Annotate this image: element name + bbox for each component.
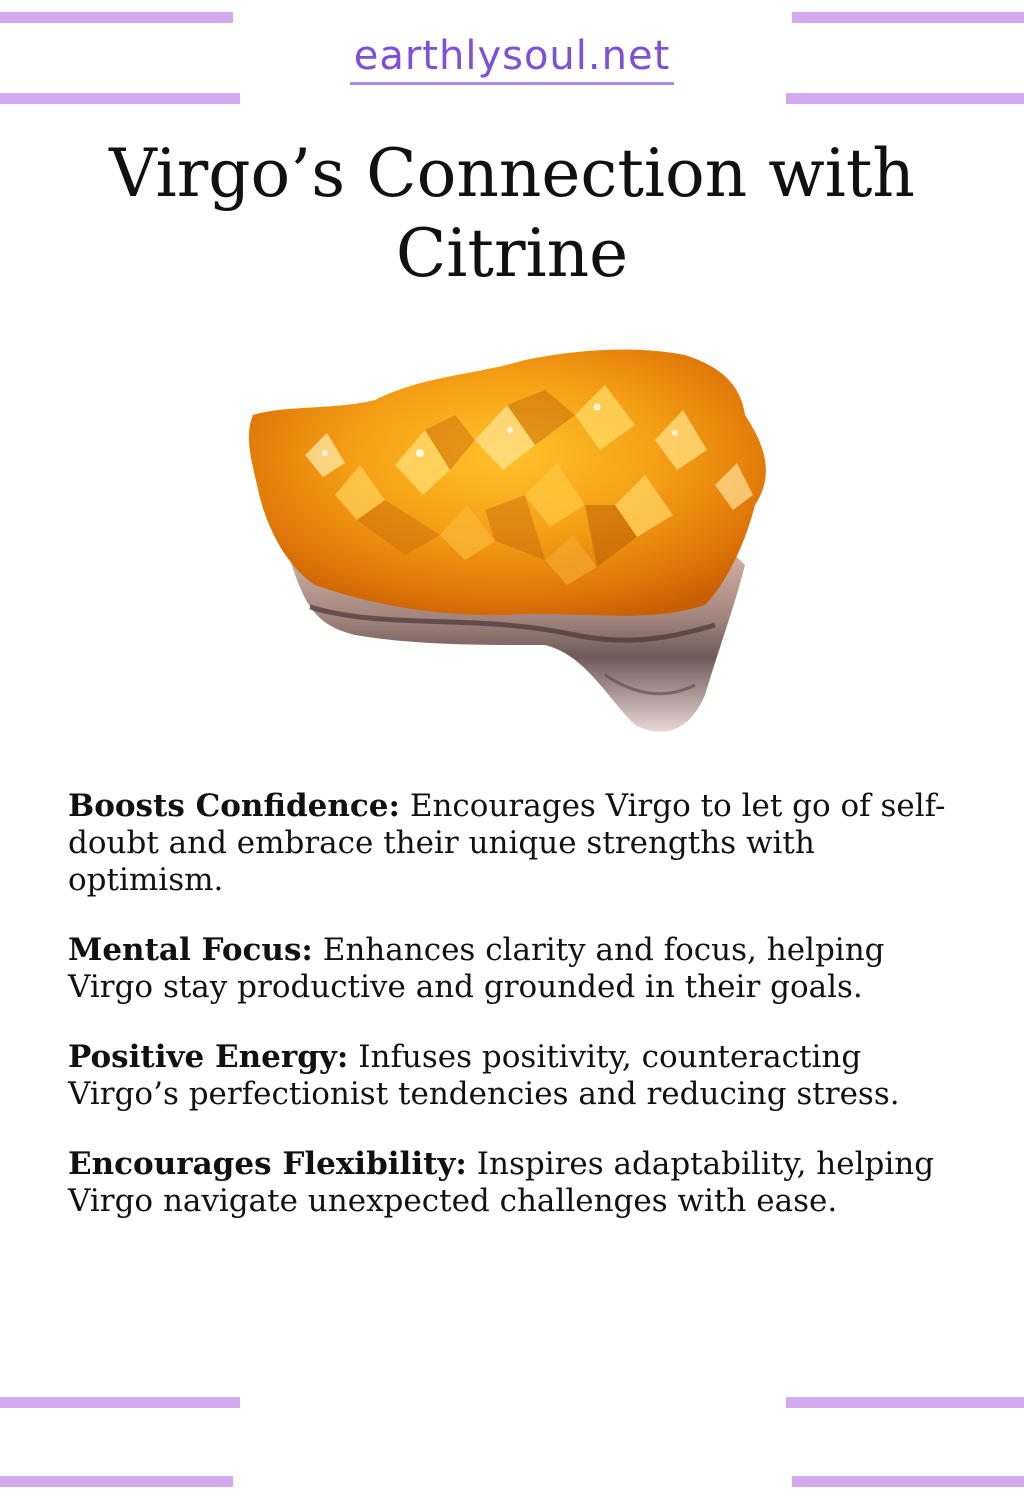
benefit-item-positive-energy <box>68 1039 968 1113</box>
top-left-bar-1 <box>0 12 233 23</box>
top-right-bar-1 <box>792 12 1024 23</box>
site-logo[interactable] <box>0 30 1024 85</box>
top-right-bar-2 <box>786 93 1024 104</box>
benefit-text: Enhances clarity and focus, helping Virgo stay productive and grounded in their goals. <box>68 932 885 1005</box>
bottom-left-bar-1 <box>0 1397 240 1408</box>
benefit-text: Infuses positivity, counteracting Virgo’s perfectionist tendencies and reducing stress. <box>68 1039 900 1112</box>
benefit-item-mental-focus <box>68 932 968 1006</box>
top-left-bar-2 <box>0 93 240 104</box>
benefit-label: Boosts Confidence: <box>68 788 400 824</box>
bottom-left-bar-2 <box>0 1476 233 1487</box>
benefit-label: Mental Focus: <box>68 932 313 968</box>
logo-text: earthlysoul.net <box>350 30 675 85</box>
citrine-crystal-image <box>245 345 785 745</box>
benefit-item-flexibility <box>68 1146 968 1220</box>
page-title: Virgo’s Connection with Citrine <box>109 135 915 292</box>
bottom-right-bar-2 <box>792 1476 1024 1487</box>
bottom-right-bar-1 <box>786 1397 1024 1408</box>
benefits-list <box>68 788 968 1253</box>
benefit-label: Encourages Flexibility: <box>68 1146 467 1182</box>
benefit-label: Positive Energy: <box>68 1039 349 1075</box>
benefit-text: Encourages Virgo to let go of self-doubt and embrace their unique strengths with optimism. <box>68 788 946 898</box>
benefit-item-confidence <box>68 788 968 899</box>
benefit-text: Inspires adaptability, helping Virgo navigate unexpected challenges with ease. <box>68 1146 935 1219</box>
